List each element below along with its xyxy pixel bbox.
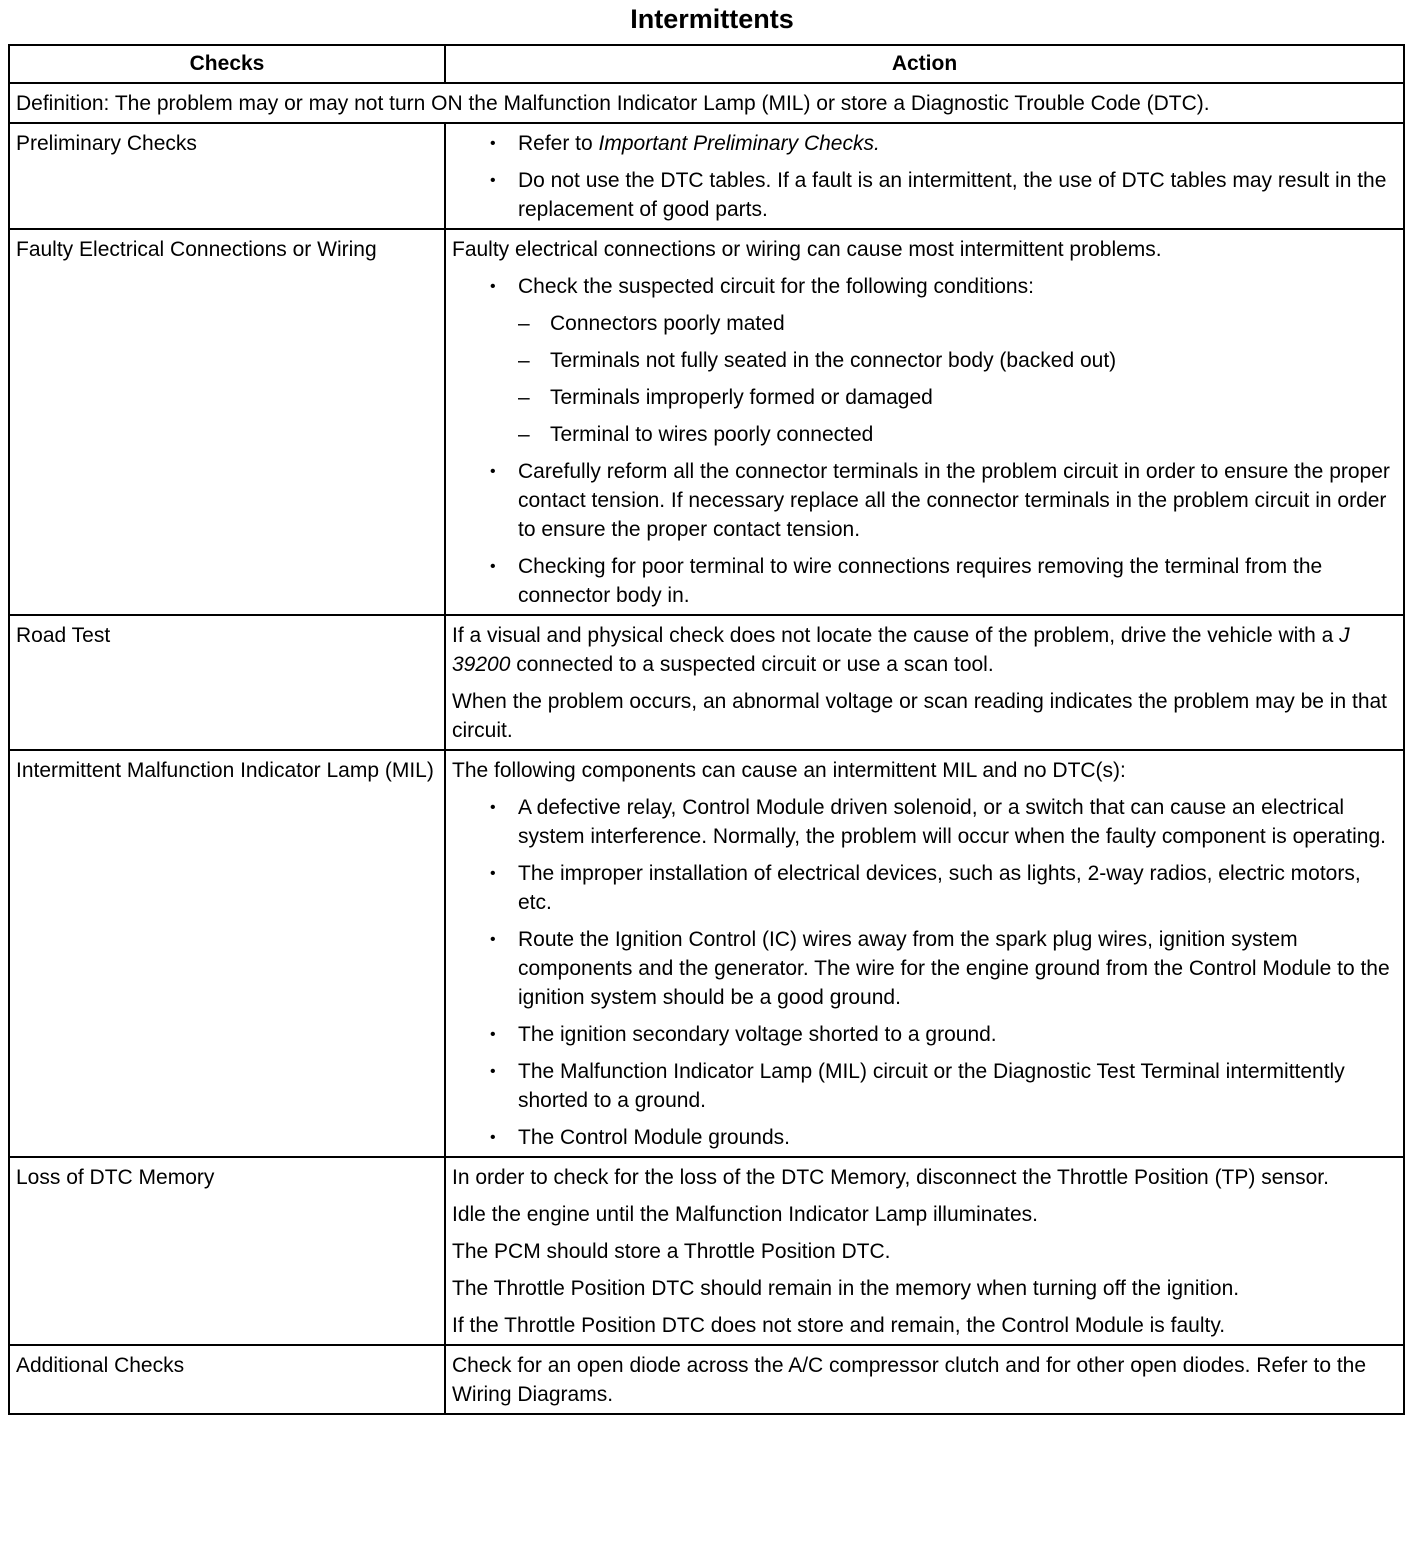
paragraph: The PCM should store a Throttle Position DTC.	[452, 1240, 891, 1263]
action-cell	[445, 750, 1404, 1157]
paragraph: The following components can cause an intermittent MIL and no DTC(s):	[452, 759, 1126, 782]
paragraph: The Throttle Position DTC should remain in the memory when turning off the ignition.	[452, 1277, 1240, 1300]
check-cell: Loss of DTC Memory	[9, 1157, 445, 1345]
paragraph: If a visual and physical check does not locate the cause of the problem, drive the vehicle with a J 39200 connected to a suspected circuit or use a scan tool.	[452, 624, 1350, 676]
paragraph: Faulty electrical connections or wiring can cause most intermittent problems.	[452, 238, 1162, 261]
dash-item: – Terminals improperly formed or damaged	[518, 383, 1397, 412]
list-item: • The Malfunction Indicator Lamp (MIL) circuit or the Diagnostic Test Terminal intermittently shorted to a ground.	[452, 1057, 1397, 1115]
list-item: • The improper installation of electrical devices, such as lights, 2-way radios, electric motors, etc.	[452, 859, 1397, 917]
action-cell	[445, 229, 1404, 615]
bullet-list	[452, 129, 1397, 224]
dash-item: – Terminals not fully seated in the connector body (backed out)	[518, 346, 1397, 375]
table-row	[9, 1345, 1404, 1414]
dash-item: – Connectors poorly mated	[518, 309, 1397, 338]
bullet-list	[452, 272, 1397, 610]
table-row	[9, 229, 1404, 615]
paragraph: When the problem occurs, an abnormal voltage or scan reading indicates the problem may be in that circuit.	[452, 690, 1388, 742]
page-title: Intermittents	[630, 4, 794, 34]
dash-item: – Terminal to wires poorly connected	[518, 420, 1397, 449]
list-item: • Route the Ignition Control (IC) wires away from the spark plug wires, ignition system components and the generator. The wire for the engine ground from the Control Module to the ignition system should be a good ground.	[452, 925, 1397, 1012]
paragraph: If the Throttle Position DTC does not store and remain, the Control Module is faulty.	[452, 1314, 1226, 1337]
bullet-list	[452, 793, 1397, 1152]
table-row	[9, 123, 1404, 229]
column-header-checks: Checks	[9, 45, 445, 83]
dash-list	[518, 309, 1397, 449]
list-item: • Check the suspected circuit for the following conditions: – Connectors poorly mated – Terminals not fully seated in the connector body (backed out) – Terminals improperly formed or damaged – Terminal to wires poorly connected	[452, 272, 1397, 449]
table-row	[9, 1157, 1404, 1345]
action-cell	[445, 123, 1404, 229]
table-row	[9, 750, 1404, 1157]
list-item: • Refer to Important Preliminary Checks.	[452, 129, 1397, 158]
tool-reference: J 39200	[452, 624, 1350, 676]
action-cell	[445, 1157, 1404, 1345]
definition-text: Definition: The problem may or may not turn ON the Malfunction Indicator Lamp (MIL) or store a Diagnostic Trouble Code (DTC).	[9, 83, 1404, 123]
list-item: • A defective relay, Control Module driven solenoid, or a switch that can cause an electrical system interference. Normally, the problem will occur when the faulty component is operating.	[452, 793, 1397, 851]
reference-link-text: Important Preliminary Checks.	[598, 132, 880, 155]
definition-row	[9, 83, 1404, 123]
paragraph: Idle the engine until the Malfunction Indicator Lamp illuminates.	[452, 1203, 1039, 1226]
check-cell: Preliminary Checks	[9, 123, 445, 229]
list-item: • The Control Module grounds.	[452, 1123, 1397, 1152]
intermittents-table	[8, 44, 1405, 1415]
list-item: • The ignition secondary voltage shorted to a ground.	[452, 1020, 1397, 1049]
paragraph: Check for an open diode across the A/C compressor clutch and for other open diodes. Refer to the Wiring Diagrams.	[452, 1354, 1367, 1406]
table-row	[9, 615, 1404, 750]
table-header-row	[9, 45, 1404, 83]
list-item: • Checking for poor terminal to wire connections requires removing the terminal from the connector body in.	[452, 552, 1397, 610]
action-cell	[445, 615, 1404, 750]
check-cell: Road Test	[9, 615, 445, 750]
check-cell: Additional Checks	[9, 1345, 445, 1414]
list-item: • Carefully reform all the connector terminals in the problem circuit in order to ensure the proper contact tension. If necessary replace all the connector terminals in the problem circuit in order to ensure the proper contact tension.	[452, 457, 1397, 544]
check-cell: Intermittent Malfunction Indicator Lamp (MIL)	[9, 750, 445, 1157]
column-header-action: Action	[445, 45, 1404, 83]
check-cell: Faulty Electrical Connections or Wiring	[9, 229, 445, 615]
list-item: • Do not use the DTC tables. If a fault is an intermittent, the use of DTC tables may result in the replacement of good parts.	[452, 166, 1397, 224]
paragraph: In order to check for the loss of the DTC Memory, disconnect the Throttle Position (TP) sensor.	[452, 1166, 1329, 1189]
action-cell	[445, 1345, 1404, 1414]
